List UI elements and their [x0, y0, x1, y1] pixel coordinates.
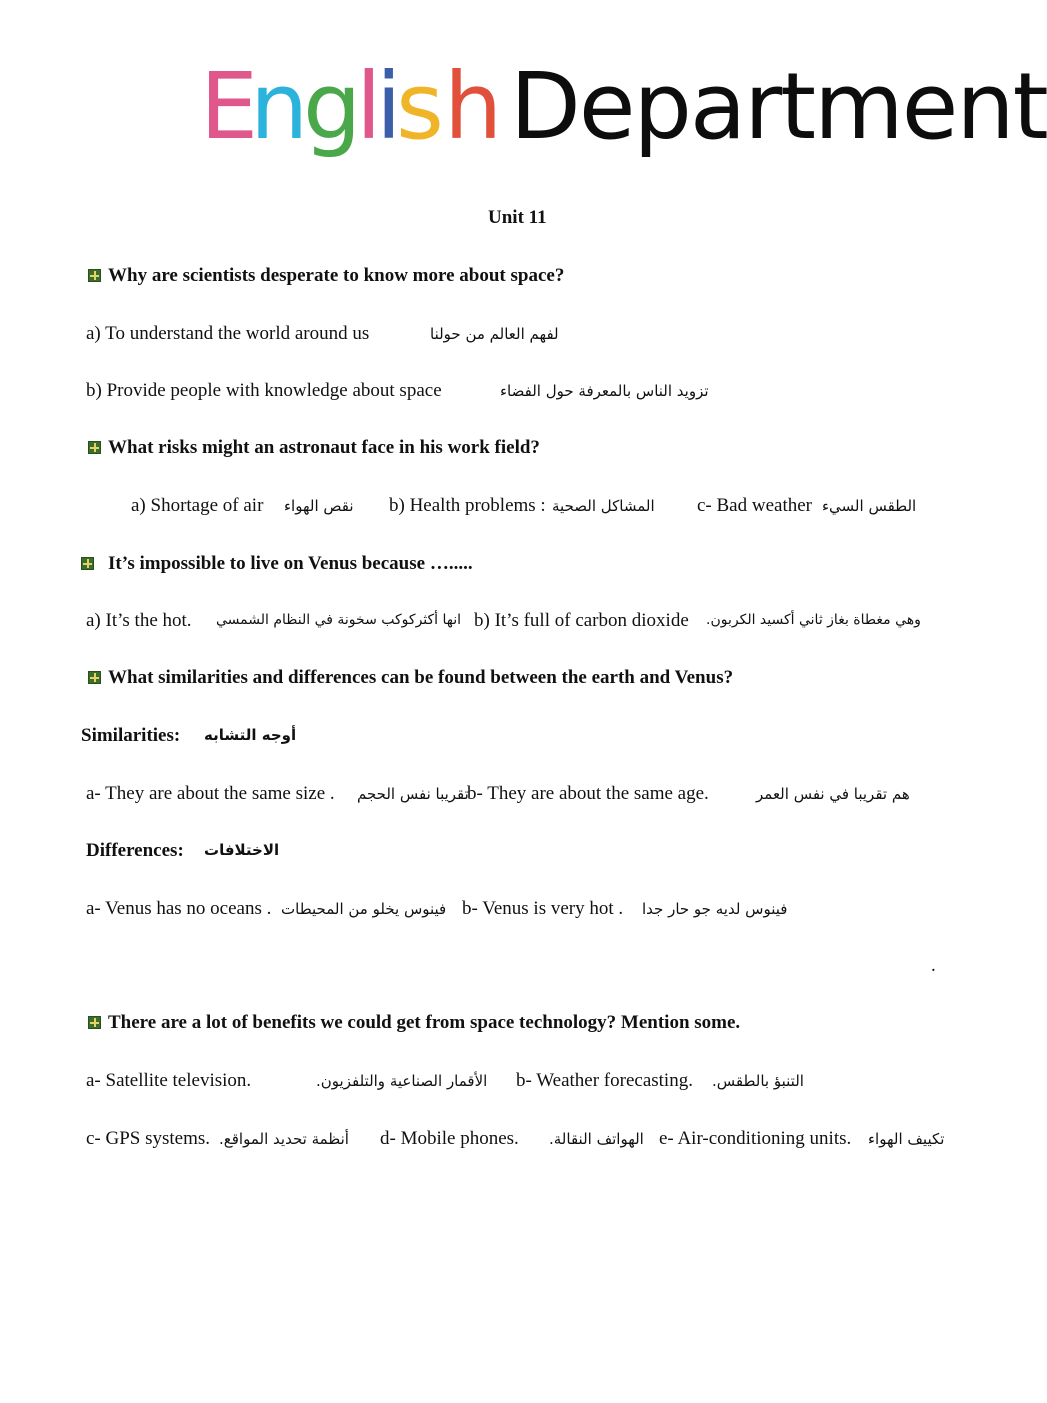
bullet-icon: [88, 671, 101, 684]
q1-answer-b-ar: تزويد الناس بالمعرفة حول الفضاء: [500, 382, 709, 400]
difference-a-en: a- Venus has no oceans .: [86, 898, 272, 919]
question-5: There are a lot of benefits we could get from space technology? Mention some.: [108, 1012, 741, 1033]
q3-answer-a-en: a) It’s the hot.: [86, 610, 192, 631]
logo-word-department: Department: [510, 53, 1047, 160]
differences-ar: الاختلافات: [204, 841, 280, 859]
logo-letter-h: h: [444, 53, 500, 160]
similarities-ar: أوجه التشابه: [204, 726, 297, 744]
q2-answer-c-en: c- Bad weather: [697, 495, 812, 516]
q3-answer-a-ar: انها أكثركوكب سخونة في النظام الشمسي: [216, 612, 462, 628]
question-2: What risks might an astronaut face in his work field?: [108, 437, 540, 458]
bullet-icon: [88, 1016, 101, 1029]
q2-answer-a-en: a) Shortage of air: [131, 495, 264, 516]
similarity-b-ar: هم تقريبا في نفس العمر: [756, 785, 910, 803]
q2-answer-b-ar: المشاكل الصحية: [552, 497, 655, 515]
q3-answer-b-en: b) It’s full of carbon dioxide: [474, 610, 689, 631]
unit-title: Unit 11: [488, 207, 547, 228]
benefit-a-en: a- Satellite television.: [86, 1070, 252, 1091]
difference-b-ar: فينوس لديه جو حار جدا: [642, 900, 788, 918]
logo-letter-e: E: [200, 53, 256, 160]
benefit-e-ar: تكييف الهواء: [868, 1130, 945, 1148]
q1-answer-a-ar: لفهم العالم من حولنا: [430, 325, 559, 343]
logo-letter-s: s: [396, 53, 441, 160]
question-4: What similarities and differences can be found between the earth and Venus?: [108, 667, 734, 688]
q2-answer-b-en: b) Health problems :: [389, 495, 546, 516]
english-department-logo: [200, 52, 1047, 162]
differences-label: Differences:: [86, 840, 184, 861]
bullet-icon: [88, 441, 101, 454]
bullet-icon: [88, 269, 101, 282]
difference-a-ar: فينوس يخلو من المحيطات: [281, 900, 447, 918]
q2-answer-a-ar: نقص الهواء: [284, 497, 354, 515]
similarity-a-en: a- They are about the same size .: [86, 783, 335, 804]
q3-answer-b-ar: وهي مغطاة بغاز ثاني أكسيد الكربون.: [706, 612, 921, 628]
difference-b-en: b- Venus is very hot .: [462, 898, 624, 919]
similarity-b-en: b- They are about the same age.: [467, 783, 709, 804]
stray-dot: .: [931, 955, 936, 976]
q1-answer-a-en: a) To understand the world around us: [86, 323, 370, 344]
benefit-b-ar: التنبؤ بالطقس.: [712, 1072, 804, 1090]
logo-letter-l: l: [356, 53, 379, 160]
q2-answer-c-ar: الطقس السيء: [822, 497, 917, 515]
benefit-c-en: c- GPS systems.: [86, 1128, 211, 1149]
question-1: Why are scientists desperate to know more about space?: [108, 265, 565, 286]
similarity-a-ar: تقريبا نفس الحجم: [357, 785, 469, 803]
q1-answer-b-en: b) Provide people with knowledge about space: [86, 380, 442, 401]
benefit-d-en: d- Mobile phones.: [380, 1128, 519, 1149]
logo-letter-g: g: [303, 53, 359, 160]
question-3: It’s impossible to live on Venus because ….....: [108, 553, 473, 574]
similarities-label: Similarities:: [81, 725, 181, 746]
benefit-b-en: b- Weather forecasting.: [516, 1070, 693, 1091]
benefit-a-ar: الأقمار الصناعية والتلفزيون.: [316, 1072, 488, 1090]
benefit-c-ar: أنظمة تحديد المواقع.: [219, 1130, 349, 1148]
bullet-icon: [81, 557, 94, 570]
benefit-e-en: e- Air-conditioning units.: [659, 1128, 852, 1149]
logo-letter-n: n: [250, 53, 306, 160]
benefit-d-ar: الهواتف النقالة.: [549, 1130, 644, 1148]
logo-letter-i: i: [376, 53, 399, 160]
